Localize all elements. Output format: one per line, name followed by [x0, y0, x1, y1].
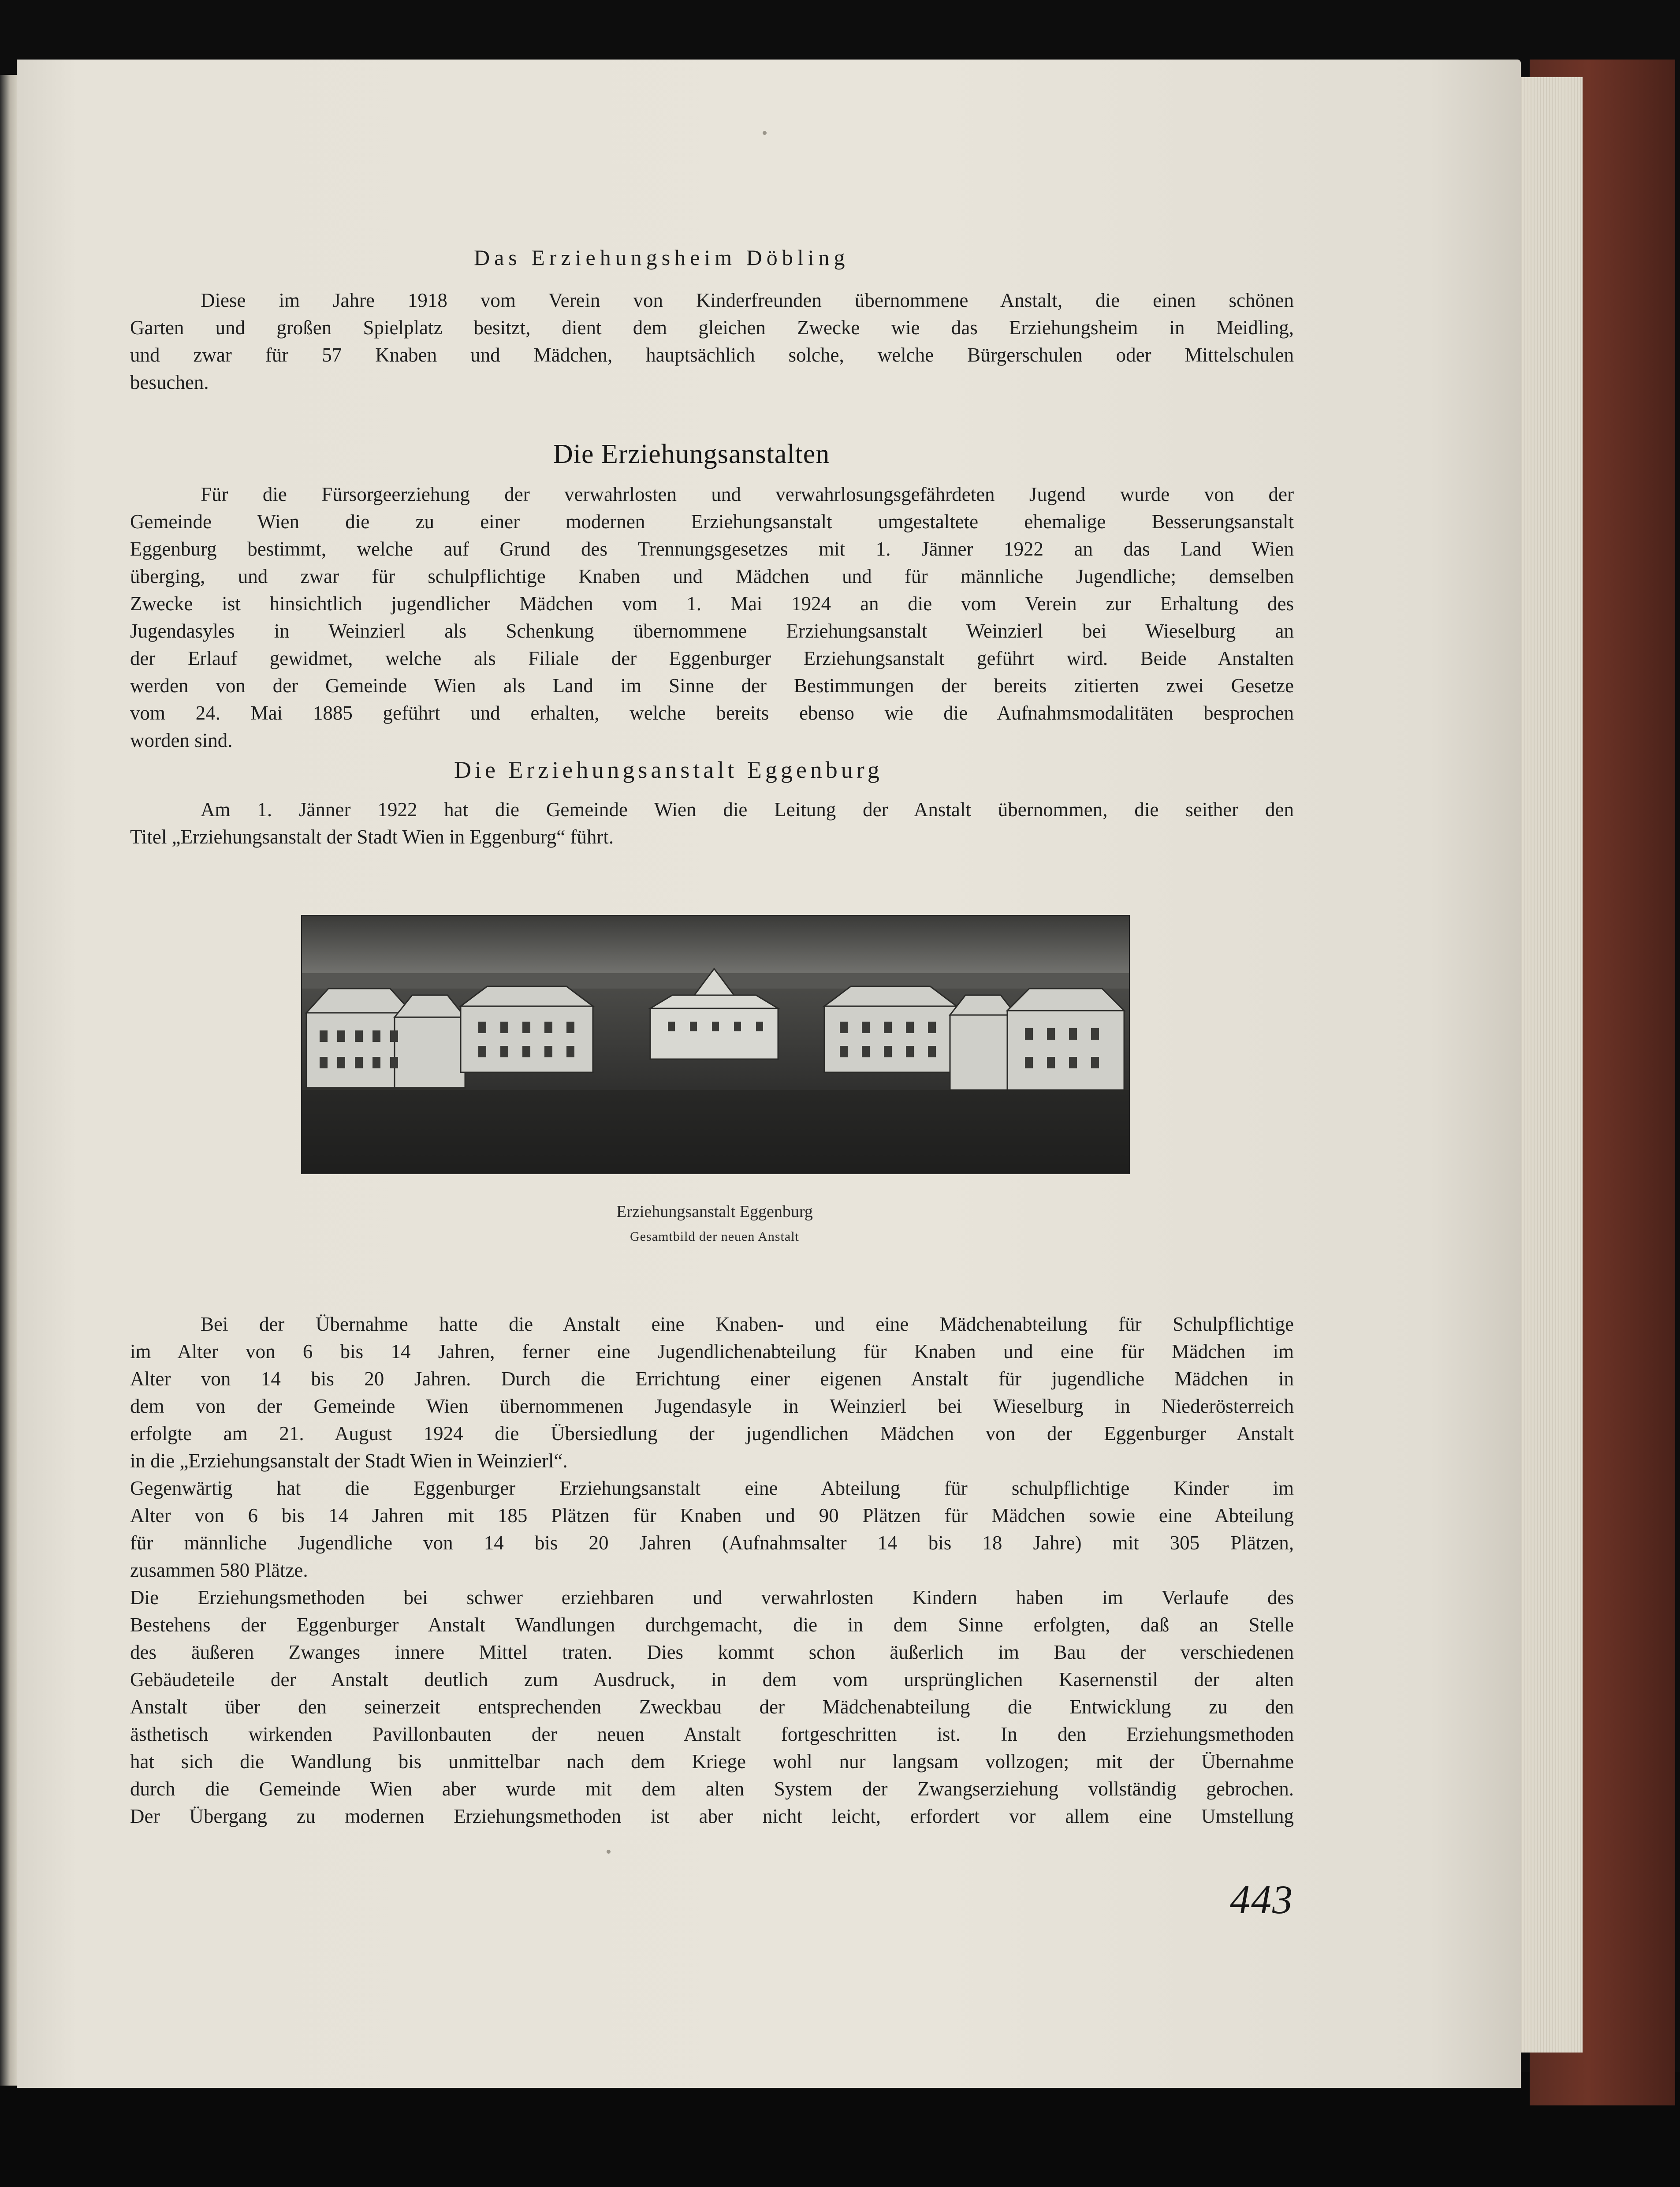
left-page-edge [0, 75, 17, 2086]
text-line: Alter von 14 bis 20 Jahren. Durch die Errichtung einer eigenen Anstalt für jugendliche Mädchen in [130, 1368, 1294, 1390]
text-line: Für die Fürsorgeerziehung der verwahrlosten und verwahrlosungsgefährdeten Jugend wurde von der [201, 483, 1294, 505]
page-speck [763, 131, 767, 135]
text-line: Am 1. Jänner 1922 hat die Gemeinde Wien die Leitung der Anstalt übernommen, die seither den [201, 799, 1294, 821]
heading-doebling: Das Erziehungsheim Döbling [474, 245, 849, 270]
text-line: worden sind. [130, 729, 233, 751]
text-line: und zwar für 57 Knaben und Mädchen, hauptsächlich solche, welche Bürgerschulen oder Mittelschulen [130, 344, 1294, 366]
text-line: Garten und großen Spielplatz besitzt, dient dem gleichen Zwecke wie das Erziehungsheim in Meidling, [130, 317, 1294, 339]
photo-caption-title: Erziehungsanstalt Eggenburg [616, 1202, 813, 1221]
text-line: im Alter von 6 bis 14 Jahren, ferner eine Jugendlichenabteilung für Knaben und eine für Mädchen im [130, 1340, 1294, 1362]
page-edges [1516, 77, 1583, 2053]
text-line: Bei der Übernahme hatte die Anstalt eine Knaben- und eine Mädchenabteilung für Schulpflichtige [201, 1313, 1294, 1335]
text-line: besuchen. [130, 371, 209, 393]
text-line: Bestehens der Eggenburger Anstalt Wandlungen durchgemacht, die in dem Sinne erfolgten, daß an Stelle [130, 1614, 1294, 1636]
text-line: zusammen 580 Plätze. [130, 1559, 308, 1581]
text-line: werden von der Gemeinde Wien als Land im Sinne der Bestimmungen der bereits zitierten zwei Gesetze [130, 675, 1294, 697]
text-line: Anstalt über den seinerzeit entsprechenden Zweckbau der Mädchenabteilung die Entwicklung zu den [130, 1696, 1294, 1718]
text-line: durch die Gemeinde Wien aber wurde mit dem alten System der Zwangserziehung vollständig gebrochen. [130, 1778, 1294, 1800]
page-speck [607, 1850, 611, 1854]
text-line: Diese im Jahre 1918 vom Verein von Kinderfreunden übernommene Anstalt, die einen schönen [201, 289, 1294, 311]
paragraph-erziehungsanstalten [130, 481, 1294, 754]
text-line: Jugendasyles in Weinzierl als Schenkung übernommene Erziehungsanstalt Weinzierl bei Wieselburg an [130, 620, 1294, 642]
text-line: Gebäudeteile der Anstalt deutlich zum Ausdruck, in dem vom ursprünglichen Kasernenstil der alten [130, 1668, 1294, 1691]
text-line: erfolgte am 21. August 1924 die Übersiedlung der jugendlichen Mädchen von der Eggenburger Anstalt [130, 1422, 1294, 1444]
text-line: der Erlauf gewidmet, welche als Filiale der Eggenburger Erziehungsanstalt geführt wird. Beide Anstalten [130, 647, 1294, 669]
text-line: Gegenwärtig hat die Eggenburger Erziehungsanstalt eine Abteilung für schulpflichtige Kinder im [130, 1477, 1294, 1499]
background-bottom [0, 2072, 1680, 2187]
text-line: Alter von 6 bis 14 Jahren mit 185 Plätzen für Knaben und 90 Plätzen für Mädchen sowie eine Abteilung [130, 1504, 1294, 1526]
photo-caption-subtitle: Gesamtbild der neuen Anstalt [630, 1229, 799, 1244]
panorama-illustration [302, 916, 1129, 1173]
text-line: dem von der Gemeinde Wien übernommenen Jugendasyle in Weinzierl bei Wieselburg in Niederösterreich [130, 1395, 1294, 1417]
text-line: überging, und zwar für schulpflichtige Knaben und Mädchen und für männliche Jugendliche; demselben [130, 565, 1294, 587]
text-line: Der Übergang zu modernen Erziehungsmethoden ist aber nicht leicht, erfordert vor allem eine Umstellung [130, 1805, 1294, 1827]
heading-erziehungsanstalten: Die Erziehungsanstalten [553, 439, 830, 469]
text-line: Die Erziehungsmethoden bei schwer erziehbaren und verwahrlosten Kindern haben im Verlaufe des [130, 1586, 1294, 1609]
text-line: für männliche Jugendliche von 14 bis 20 Jahren (Aufnahmsalter 14 bis 18 Jahre) mit 305 Plätzen, [130, 1532, 1294, 1554]
photo-eggenburg-panorama [301, 915, 1130, 1174]
paragraph-body [130, 1310, 1294, 1830]
page-number: 443 [1230, 1877, 1293, 1922]
paragraph-eggenburg [130, 796, 1294, 851]
text-line: des äußeren Zwanges innere Mittel traten. Dies kommt schon äußerlich im Bau der verschiedenen [130, 1641, 1294, 1663]
text-line: in die „Erziehungsanstalt der Stadt Wien in Weinzierl“. [130, 1450, 568, 1472]
text-line: ästhetisch wirkenden Pavillonbauten der neuen Anstalt fortgeschritten ist. In den Erziehungsmethoden [130, 1723, 1294, 1745]
heading-eggenburg: Die Erziehungsanstalt Eggenburg [454, 757, 883, 783]
paragraph-doebling [130, 287, 1294, 396]
text-line: Titel „Erziehungsanstalt der Stadt Wien in Eggenburg“ führt. [130, 826, 614, 848]
text-line: Eggenburg bestimmt, welche auf Grund des Trennungsgesetzes mit 1. Jänner 1922 an das Land Wien [130, 538, 1294, 560]
text-line: vom 24. Mai 1885 geführt und erhalten, welche bereits ebenso wie die Aufnahmsmodalitäten besprochen [130, 702, 1294, 724]
text-line: Zwecke ist hinsichtlich jugendlicher Mädchen vom 1. Mai 1924 an die vom Verein zur Erhaltung des [130, 593, 1294, 615]
text-line: Gemeinde Wien die zu einer modernen Erziehungsanstalt umgestaltete ehemalige Besserungsanstalt [130, 511, 1294, 533]
text-line: hat sich die Wandlung bis unmittelbar nach dem Kriege wohl nur langsam vollzogen; mit der Übernahme [130, 1750, 1294, 1773]
